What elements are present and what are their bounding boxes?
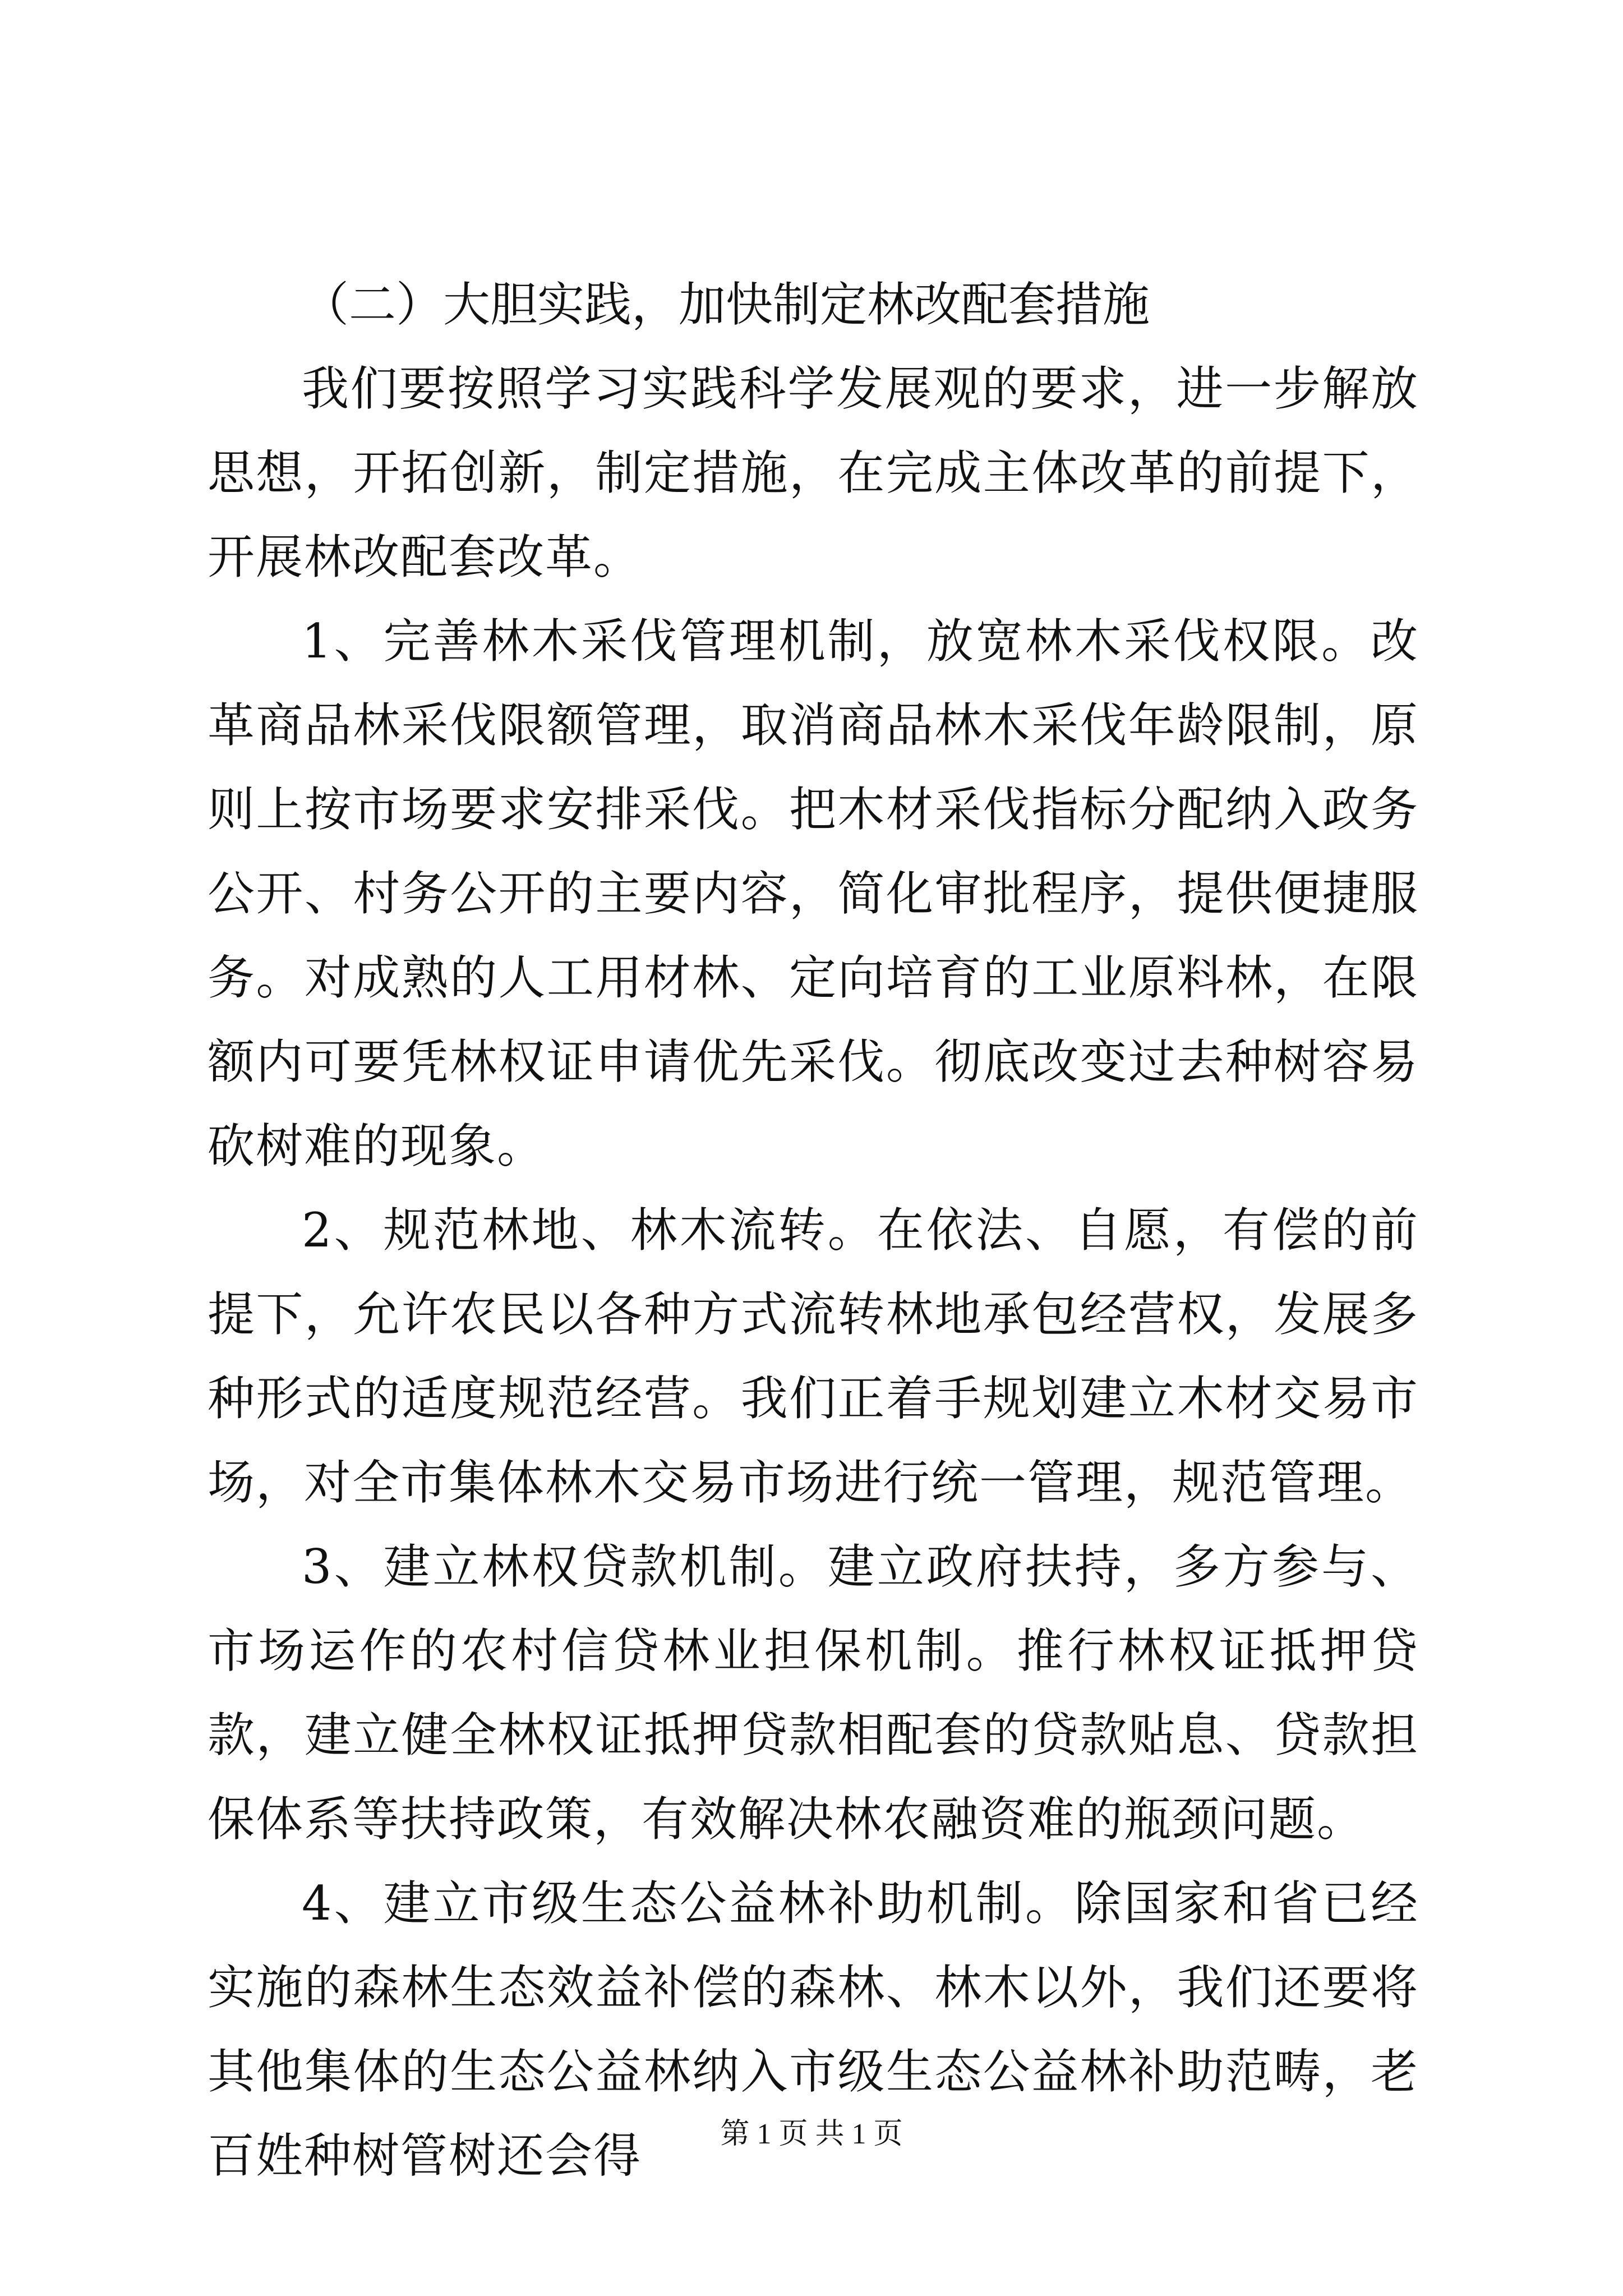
document-body (208, 263, 1419, 2198)
paragraph-item-1: 1、完善林木采伐管理机制，放宽林木采伐权限。改革商品林采伐限额管理，取消商品林木采伐年龄限制，原则上按市场要求安排采伐。把木材采伐指标分配纳入政务公开、村务公开的主要内容，简化审批程序，提供便捷服务。对成熟的人工用材林、定向培育的工业原料林，在限额内可要凭林权证申请优先采伐。彻底改变过去种树容易砍树难的现象。 (208, 614, 1419, 1174)
paragraph-intro: 我们要按照学习实践科学发展观的要求，进一步解放思想，开拓创新，制定措施，在完成主体改革的前提下，开展林改配套改革。 (208, 361, 1419, 585)
paragraph-item-4: 4、建立市级生态公益林补助机制。除国家和省已经实施的森林生态效益补偿的森林、林木以外，我们还要将其他集体的生态公益林纳入市级生态公益林补助范畴，老百姓种树管树还会得 (208, 1876, 1419, 2183)
section-heading: （二）大胆实践，加快制定林改配套措施 (302, 277, 1150, 332)
paragraph-item-3: 3、建立林权贷款机制。建立政府扶持，多方参与、市场运作的农村信贷林业担保机制。推行林权证抵押贷款，建立健全林权证抵押贷款相配套的贷款贴息、贷款担保体系等扶持政策，有效解决林农融资难的瓶颈问题。 (208, 1539, 1419, 1847)
page-footer: 第 1 页 共 1 页 (720, 2118, 903, 2150)
paragraph-item-2: 2、规范林地、林木流转。在依法、自愿，有偿的前提下，允许农民以各种方式流转林地承包经营权，发展多种形式的适度规范经营。我们正着手规划建立木材交易市场，对全市集体林木交易市场进行统一管理，规范管理。 (208, 1203, 1419, 1510)
